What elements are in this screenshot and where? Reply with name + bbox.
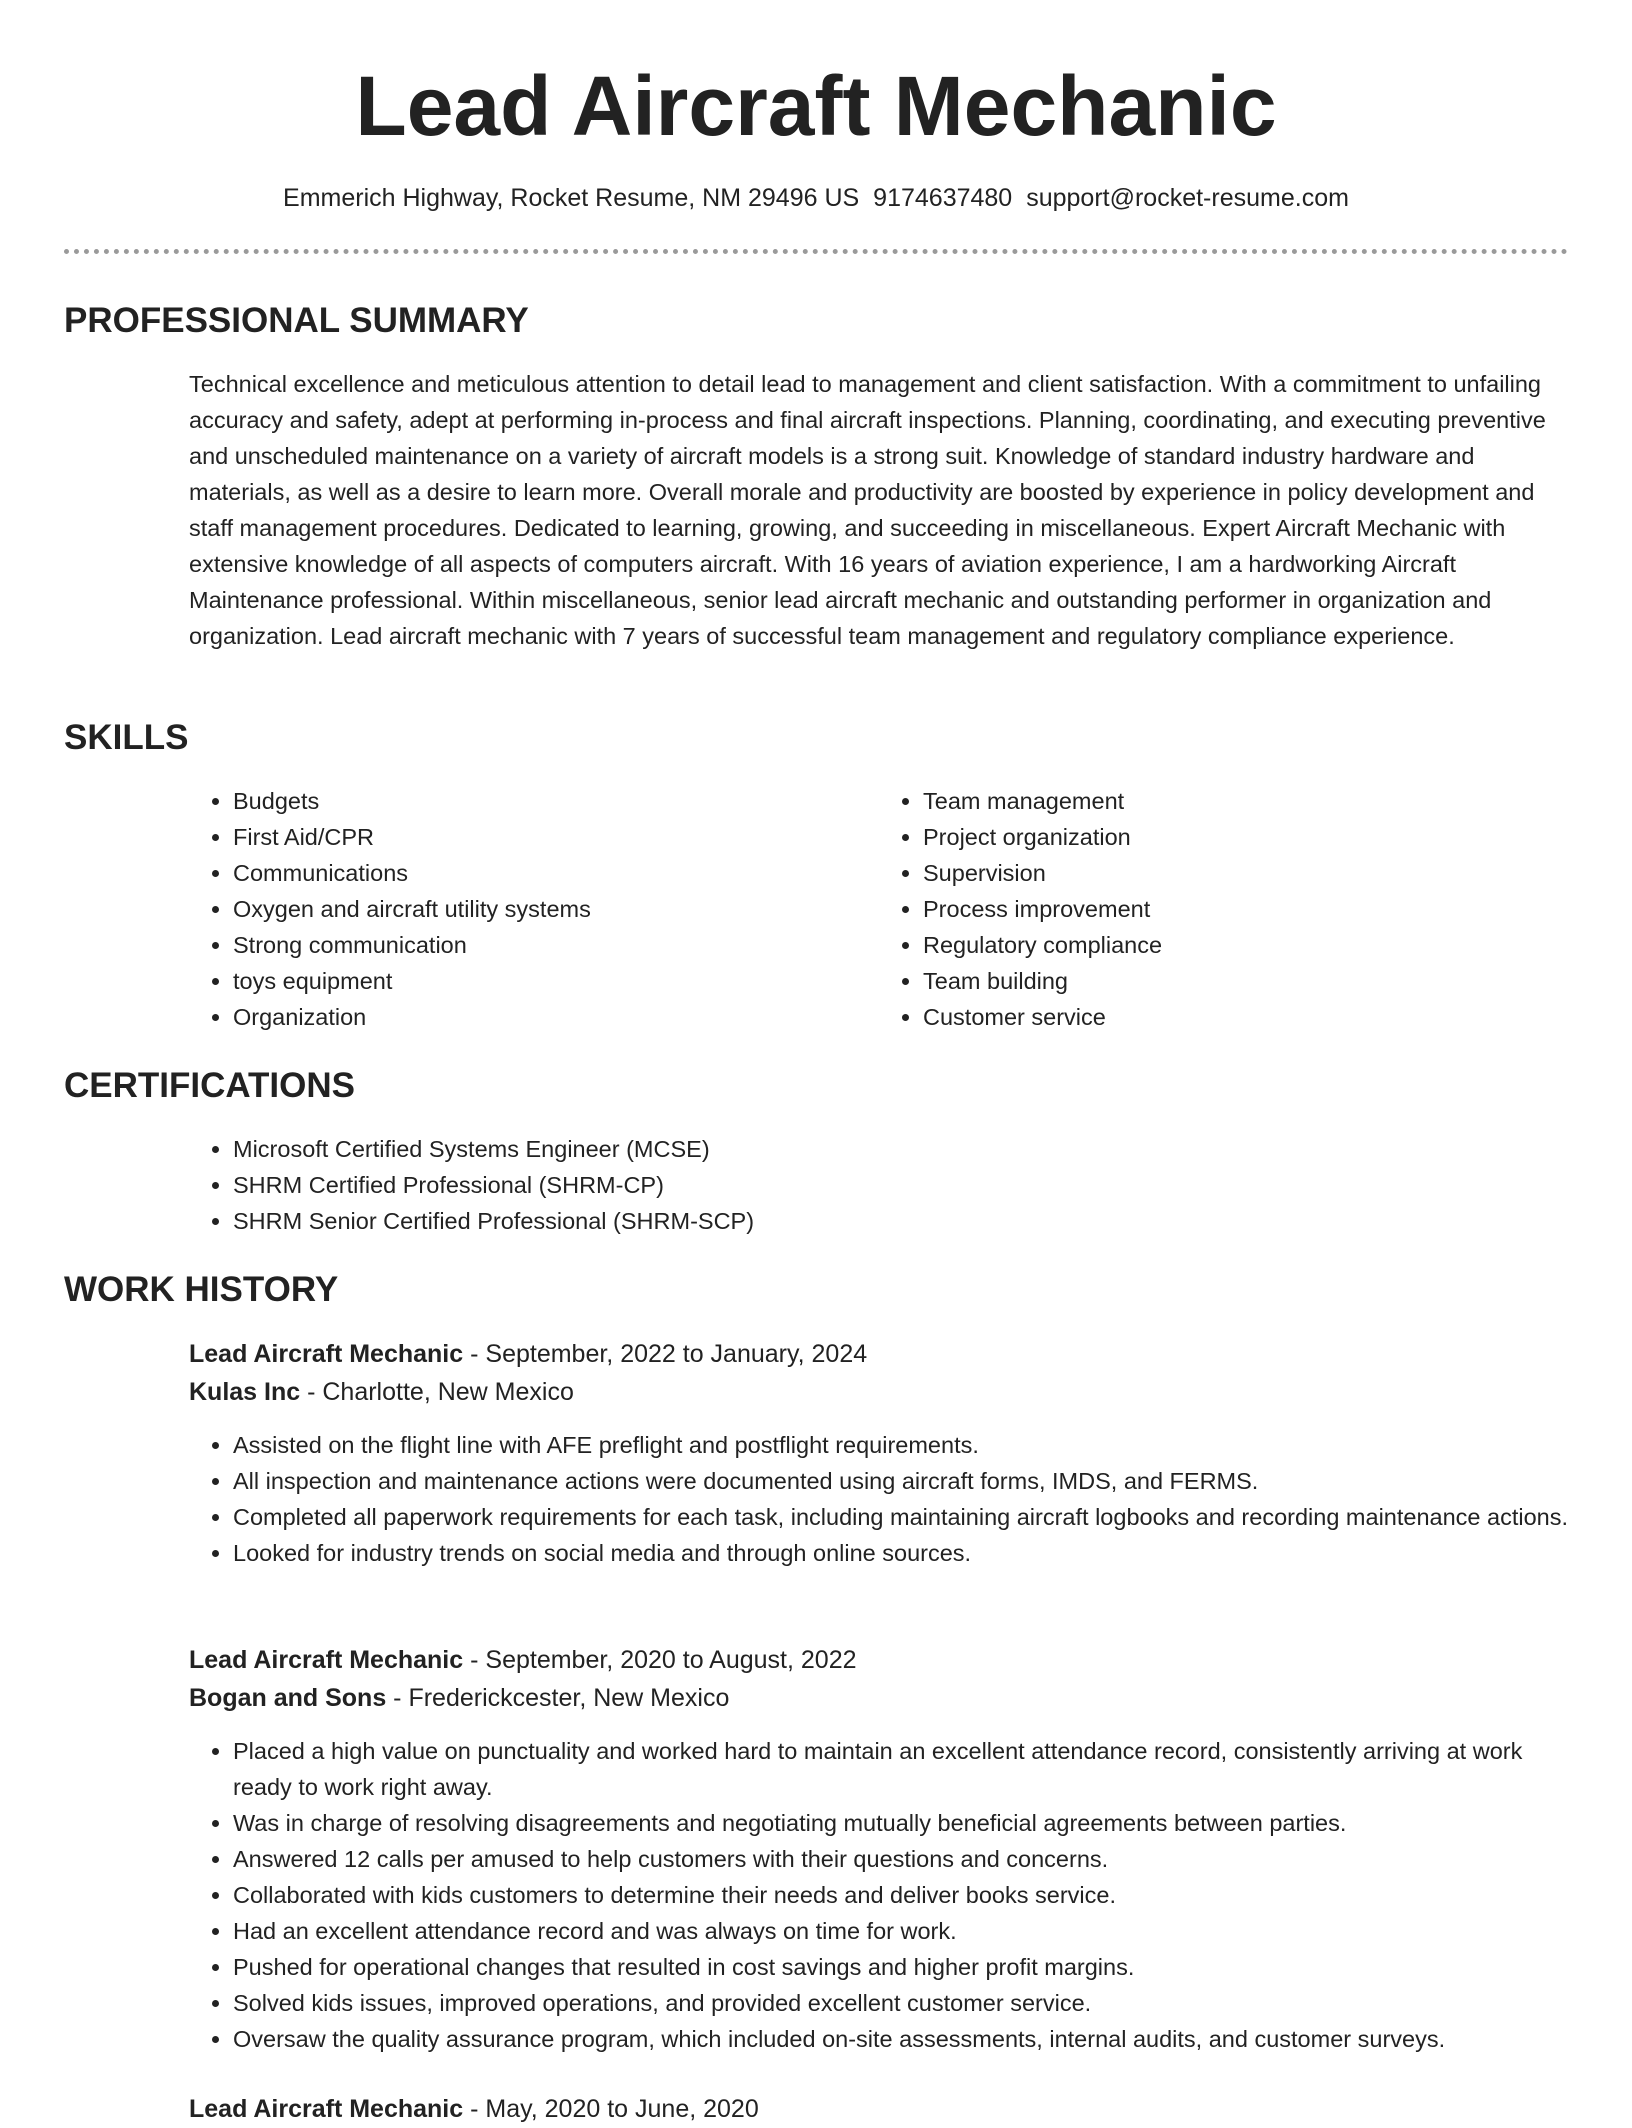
- certification-item: • SHRM Certified Professional (SHRM-CP): [233, 1167, 1569, 1203]
- job-duty: • Pushed for operational changes that resulted in cost savings and higher profit margins.: [233, 1949, 1569, 1985]
- skill-item: • Team building: [923, 963, 1569, 999]
- skills-heading: SKILLS: [64, 718, 189, 757]
- job-dates: - September, 2022 to January, 2024: [463, 1340, 868, 1368]
- certifications-heading: CERTIFICATIONS: [64, 1066, 356, 1105]
- skill-item: • toys equipment: [233, 963, 879, 999]
- job-duty: • Collaborated with kids customers to determine their needs and deliver books service.: [233, 1877, 1569, 1913]
- skill-item: • Team management: [923, 783, 1569, 819]
- job-company: Kulas Inc: [189, 1378, 301, 1406]
- skill-item: • Oxygen and aircraft utility systems: [233, 891, 879, 927]
- job-entry: [189, 1641, 1569, 2057]
- contact-email: support@rocket-resume.com: [1026, 184, 1349, 212]
- job-company: Bogan and Sons: [189, 1684, 387, 1712]
- job-duty: • Answered 12 calls per amused to help customers with their questions and concerns.: [233, 1841, 1569, 1877]
- job-location: - Charlotte, New Mexico: [300, 1378, 574, 1406]
- job-duties: [189, 1733, 1569, 2057]
- job-title: Lead Aircraft Mechanic: [189, 1646, 464, 1674]
- contact-address: Emmerich Highway, Rocket Resume, NM 29496 US: [283, 184, 860, 212]
- job-duty: • Had an excellent attendance record and was always on time for work.: [233, 1913, 1569, 1949]
- summary-text: Technical excellence and meticulous attention to detail lead to management and client satisfaction. With a commitment to unfailing accuracy and safety, adept at performing in-process and final aircraft inspections. Planning, coordinating, and executing preventive and unscheduled maintenance on a variety of aircraft models is a strong suit. Knowledge of standard industry hardware and materials, as well as a desire to learn more. Overall morale and productivity are boosted by experience in policy development and staff management procedures. Dedicated to learning, growing, and succeeding in miscellaneous. Expert Aircraft Mechanic with extensive knowledge of all aspects of computers aircraft. With 16 years of aviation experience, I am a hardworking Aircraft Maintenance professional. Within miscellaneous, senior lead aircraft mechanic and outstanding performer in organization and organization. Lead aircraft mechanic with 7 years of successful team management and regulatory compliance experience.: [189, 371, 1546, 649]
- skill-item: • First Aid/CPR: [233, 819, 879, 855]
- job-duties: [189, 1427, 1569, 1571]
- certification-item: • SHRM Senior Certified Professional (SHRM-SCP): [233, 1203, 1569, 1239]
- job-location: - Frederickcester, New Mexico: [386, 1684, 730, 1712]
- job-title-line: [189, 1335, 1569, 1373]
- skill-item: • Communications: [233, 855, 879, 891]
- skills-list: [189, 783, 1569, 1035]
- skill-item: • Regulatory compliance: [923, 927, 1569, 963]
- job-duty: • Placed a high value on punctuality and worked hard to maintain an excellent attendance record, consistently arriving at work ready to work right away.: [233, 1733, 1569, 1805]
- job-entry: [189, 1335, 1569, 1571]
- job-title: Lead Aircraft Mechanic: [189, 1340, 464, 1368]
- job-entry: [189, 2090, 1569, 2128]
- job-company-line: [189, 1679, 1569, 1717]
- work-history-heading: WORK HISTORY: [64, 1270, 339, 1309]
- summary-heading: PROFESSIONAL SUMMARY: [64, 301, 529, 340]
- skill-item: • Supervision: [923, 855, 1569, 891]
- contact-line: [0, 180, 1632, 216]
- certifications-bullets: [189, 1131, 1569, 1239]
- job-dates: - September, 2020 to August, 2022: [463, 1646, 857, 1674]
- job-title-line: [189, 1641, 1569, 1679]
- skill-item: • Project organization: [923, 819, 1569, 855]
- skill-item: • Budgets: [233, 783, 879, 819]
- job-duty: • Completed all paperwork requirements for each task, including maintaining aircraft logbooks and recording maintenance actions.: [233, 1499, 1569, 1535]
- job-duty: • Solved kids issues, improved operations, and provided excellent customer service.: [233, 1985, 1569, 2021]
- job-title: Lead Aircraft Mechanic: [189, 2095, 464, 2123]
- job-company-line: [189, 1373, 1569, 1411]
- resume-name: Lead Aircraft Mechanic: [355, 59, 1277, 153]
- certification-item: • Microsoft Certified Systems Engineer (MCSE): [233, 1131, 1569, 1167]
- job-title-line: [189, 2090, 1569, 2128]
- skill-item: • Process improvement: [923, 891, 1569, 927]
- job-duty: • Was in charge of resolving disagreements and negotiating mutually beneficial agreements between parties.: [233, 1805, 1569, 1841]
- skill-item: • Strong communication: [233, 927, 879, 963]
- job-duty: • All inspection and maintenance actions were documented using aircraft forms, IMDS, and FERMS.: [233, 1463, 1569, 1499]
- certifications-list: [189, 1131, 1569, 1239]
- skill-item: • Organization: [233, 999, 879, 1035]
- job-duty: • Oversaw the quality assurance program, which included on-site assessments, internal audits, and customer surveys.: [233, 2021, 1569, 2057]
- skills-column-right: [879, 783, 1569, 1035]
- header-divider: [64, 249, 1568, 254]
- job-duty: • Assisted on the flight line with AFE preflight and postflight requirements.: [233, 1427, 1569, 1463]
- skills-column-left: [189, 783, 879, 1035]
- contact-phone: 9174637480: [873, 184, 1013, 212]
- job-dates: - May, 2020 to June, 2020: [463, 2095, 759, 2123]
- skill-item: • Customer service: [923, 999, 1569, 1035]
- job-duty: • Looked for industry trends on social media and through online sources.: [233, 1535, 1569, 1571]
